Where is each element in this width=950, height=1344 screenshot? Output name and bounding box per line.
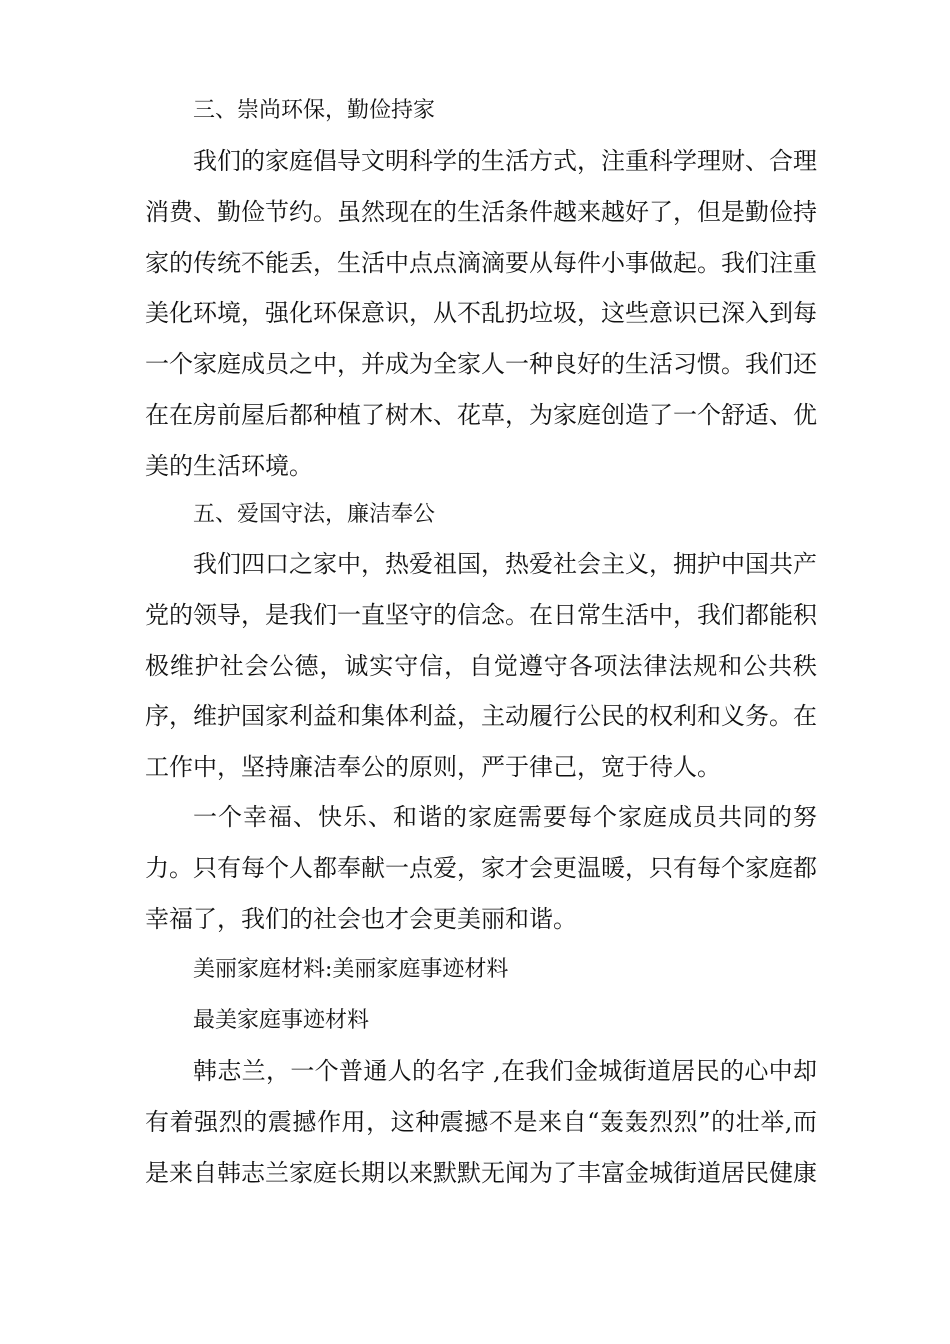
- material-paragraph: 韩志兰，一个普通人的名字 ,在我们金城街道居民的心中却有着强烈的震撼作用，这种震撼不是来自“轰轰烈烈”的壮举,而是来自韩志兰家庭长期以来默默无闻为了丰富金城街道居民健康: [145, 1057, 817, 1187]
- section-heading-5: 五、爱国守法，廉洁奉公: [193, 502, 436, 527]
- material-title: 美丽家庭材料:美丽家庭事迹材料: [193, 957, 509, 982]
- section-heading-3: 三、崇尚环保，勤俭持家: [193, 98, 436, 123]
- section-paragraph-5: 我们四口之家中，热爱祖国，热爱社会主义，拥护中国共产党的领导，是我们一直坚守的信念。在日常生活中，我们都能积极维护社会公德，诚实守信，自觉遵守各项法律法规和公共秩序，维护国家利益和集体利益，主动履行公民的权利和义务。在工作中，坚持廉洁奉公的原则，严于律己，宽于待人。: [145, 550, 817, 782]
- material-subtitle: 最美家庭事迹材料: [193, 1008, 370, 1033]
- closing-paragraph: 一个幸福、快乐、和谐的家庭需要每个家庭成员共同的努力。只有每个人都奉献一点爱，家才会更温暖，只有每个家庭都幸福了，我们的社会也才会更美丽和谐。: [145, 803, 817, 933]
- section-paragraph-3: 我们的家庭倡导文明科学的生活方式，注重科学理财、合理消费、勤俭节约。虽然现在的生活条件越来越好了，但是勤俭持家的传统不能丢，生活中点点滴滴要从每件小事做起。我们注重美化环境，强化环保意识，从不乱扔垃圾，这些意识已深入到每一个家庭成员之中，并成为全家人一种良好的生活习惯。我们还在在房前屋后都种植了树木、花草，为家庭创造了一个舒适、优美的生活环境。: [145, 147, 817, 480]
